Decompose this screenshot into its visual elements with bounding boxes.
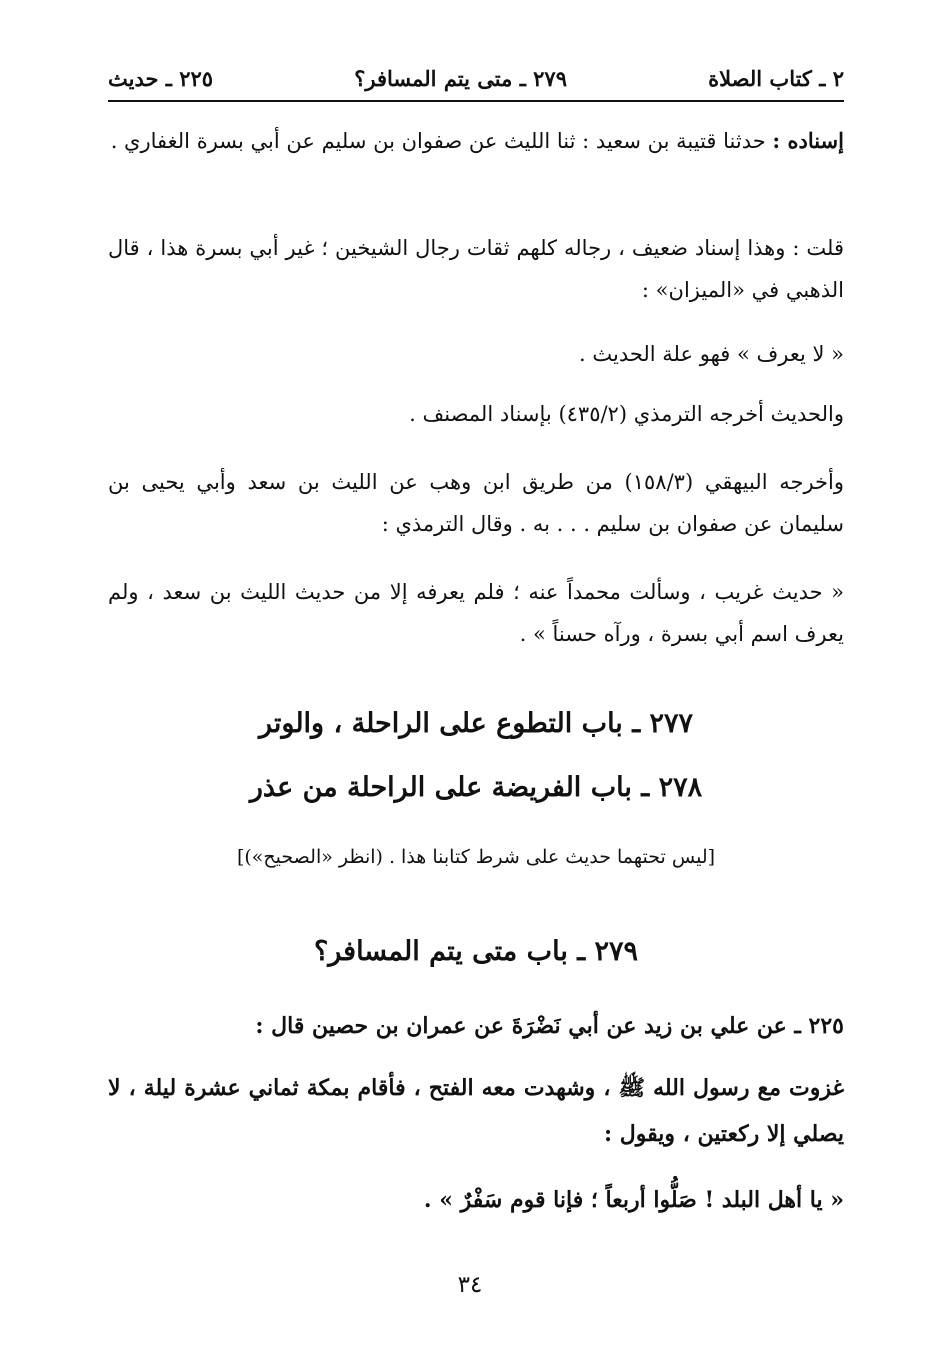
chapter-heading-278: ٢٧٨ ـ باب الفريضة على الراحلة من عذر <box>249 772 703 803</box>
header-hadith-number: ٢٢٥ ـ حديث <box>108 65 214 91</box>
page-number: ٣٤ <box>457 1272 483 1298</box>
dhahabi-quote: « لا يعرف » فهو علة الحديث . <box>579 342 844 366</box>
header-chapter-title: ٢٧٩ ـ متى يتم المسافر؟ <box>354 65 567 91</box>
running-header <box>108 60 844 96</box>
editor-note: [ليس تحتهما حديث على شرط كتابنا هذا . (انظر «الصحيح»)] <box>236 846 716 868</box>
isnad-text: حدثنا قتيبة بن سعيد : ثنا الليث عن صفوان بن سليم عن أبي بسرة الغفاري . <box>110 129 766 153</box>
tirmidhi-quote: « حديث غريب ، وسألت محمداً عنه ؛ فلم يعرفه إلا من حديث الليث بن سعد ، ولم يعرف اسم أبي بسرة ، ورآه حسناً » . <box>108 580 844 646</box>
hadith-quote: « يا أهل البلد ! صَلُّوا أربعاً ؛ فإنا قوم سَفْرٌ » . <box>423 1187 844 1213</box>
isnad-label: إسناده : <box>772 128 844 153</box>
chapter-heading-277: ٢٧٧ ـ باب التطوع على الراحلة ، والوتر <box>258 708 694 739</box>
header-book-title: ٢ ـ كتاب الصلاة <box>708 65 844 91</box>
tirmidhi-paragraph: والحديث أخرجه الترمذي (٤٣٥/٢) بإسناد المصنف . <box>409 402 844 426</box>
hadith-intro: ٢٢٥ ـ عن علي بن زيد عن أبي نَضْرَةَ عن عمران بن حصين قال : <box>255 1013 844 1039</box>
header-divider <box>108 100 844 102</box>
chapter-heading-279: ٢٧٩ ـ باب متى يتم المسافر؟ <box>313 936 639 967</box>
qult-paragraph: قلت : وهذا إسناد ضعيف ، رجاله كلهم ثقات رجال الشيخين ؛ غير أبي بسرة هذا ، قال الذهبي في «الميزان» : <box>108 236 844 302</box>
hadith-body: غزوت مع رسول الله ﷺ ، وشهدت معه الفتح ، فأقام بمكة ثماني عشرة ليلة ، لا يصلي إلا ركعتين ، ويقول : <box>108 1075 844 1147</box>
bayhaqi-paragraph: وأخرجه البيهقي (١٥٨/٣) من طريق ابن وهب عن الليث بن سعد وأبي يحيى بن سليمان عن صفوان بن سليم . . . به . وقال الترمذي : <box>108 470 844 536</box>
isnad-paragraph <box>108 120 844 162</box>
